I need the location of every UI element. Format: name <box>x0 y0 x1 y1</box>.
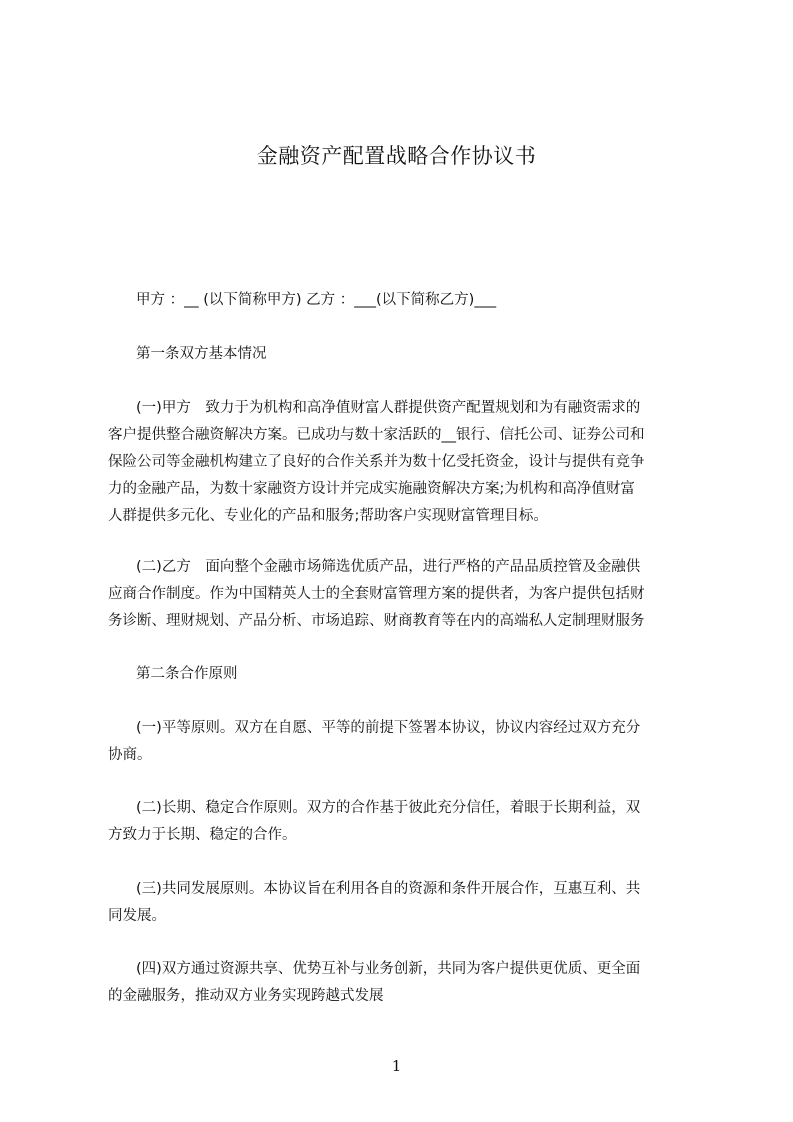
article2-para3-line: (三)共同发展原则。本协议旨在利用各自的资源和条件开展合作，互惠互利、共 <box>136 881 641 897</box>
article2-para4-line: 的金融服务，推动双方业务实现跨越式发展 <box>108 988 384 1004</box>
article2-para2-line: 方致力于长期、稳定的合作。 <box>108 827 297 843</box>
article2-para4-line: (四)双方通过资源共享、优势互补与业务创新，共同为客户提供更优质、更全面 <box>136 961 641 977</box>
article1-para1-line: (一)甲方 致力于为机构和高净值财富人群提供资产配置规划和为有融资需求的 <box>136 400 641 416</box>
article1-heading: 第一条双方基本情况 <box>136 346 267 362</box>
article1-para2-line: 务诊断、理财规划、产品分析、市场追踪、财商教育等在内的高端私人定制理财服务 <box>108 613 645 629</box>
article1-para1-line: 保险公司等金融机构建立了良好的合作关系并为数十亿受托资金，设计与提供有竞争 <box>108 454 645 470</box>
document-title: 金融资产配置战略合作协议书 <box>256 144 537 168</box>
article1-para1-line: 客户提供整合融资解决方案。已成功与数十家活跃的__银行、信托公司、证券公司和 <box>108 427 645 443</box>
page-number: 1 <box>391 1057 402 1075</box>
article2-para1-line: 协商。 <box>108 747 152 763</box>
article1-para2-line: 应商合作制度。作为中国精英人士的全套财富管理方案的提供者，为客户提供包括财 <box>108 586 645 602</box>
parties-line: 甲方 ：__ (以下简称甲方) 乙方 ：___(以下简称乙方)___ <box>136 292 497 308</box>
article2-heading: 第二条合作原则 <box>136 666 238 682</box>
article1-para1-line: 人群提供多元化、专业化的产品和服务;帮助客户实现财富管理目标。 <box>108 508 548 524</box>
article2-para2-line: (二)长期、稳定合作原则。双方的合作基于彼此充分信任，着眼于长期利益，双 <box>136 800 641 816</box>
article2-para3-line: 同发展。 <box>108 908 166 924</box>
article1-para2-line: (二)乙方 面向整个金融市场筛选优质产品，进行严格的产品品质控管及金融供 <box>136 559 641 575</box>
article1-para1-line: 力的金融产品，为数十家融资方设计并完成实施融资解决方案;为机构和高净值财富 <box>108 481 635 497</box>
article2-para1-line: (一)平等原则。双方在自愿、平等的前提下签署本协议，协议内容经过双方充分 <box>136 720 641 736</box>
